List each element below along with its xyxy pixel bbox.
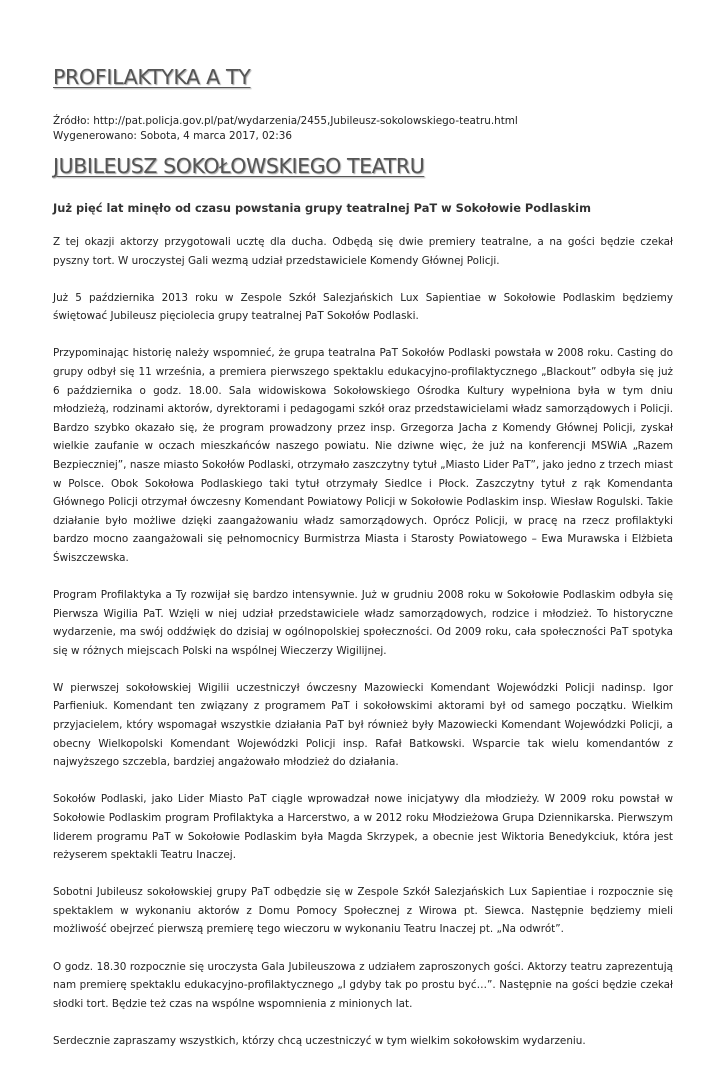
document-page [53, 62, 673, 1069]
article-paragraph: Z tej okazji aktorzy przygotowali ucztę dla ducha. Odbędą się dwie premiery teatralne, a na gości będzie czekał pyszny tort. W uroczystej Gali wezmą udział przedstawiciele Komendy Głównej Policji. [53, 236, 673, 267]
article-paragraph: W pierwszej sokołowskiej Wigilii uczestniczył ówczesny Mazowiecki Komendant Wojewódzki Policji nadinsp. Igor Parfieniuk. Komendant ten związany z programem PaT i sokołowskimi aktorami był od samego początku. Wielkim przyjacielem, który wspomagał wszystkie działania PaT był również były Mazowiecki Komendant Wojewódzki Policji, a obecny Wielkopolski Komendant Wojewódzki Policji insp. Rafał Batkowski. Wsparcie tak wielu komendantów z najwyższego szczebla, bardziej angażowało młodzież do działania. [53, 681, 673, 769]
source-line: Źródło: http://pat.policja.gov.pl/pat/wydarzenia/2455,Jubileusz-sokolowskiego-teatru.html [53, 115, 518, 127]
generated-line: Wygenerowano: Sobota, 4 marca 2017, 02:36 [53, 130, 292, 142]
article-paragraph: Serdecznie zapraszamy wszystkich, którzy chcą uczestniczyć w tym wielkim sokołowskim wydarzeniu. [53, 1034, 586, 1047]
site-title: PROFILAKTYKA A TY [53, 65, 251, 89]
article-paragraph: Już 5 października 2013 roku w Zespole Szkół Salezjańskich Lux Sapientiae w Sokołowie Podlaskim będziemy świętować Jubileusz pięciolecia grupy teatralnej PaT Sokołów Podlaski. [53, 291, 673, 323]
article-lead: Już pięć lat minęło od czasu powstania grupy teatralnej PaT w Sokołowie Podlaskim [53, 201, 591, 215]
article-paragraph: O godz. 18.30 rozpocznie się uroczysta Gala Jubileuszowa z udziałem zaproszonych gości. Aktorzy teatru zaprezentują nam premierę spektaklu edukacyjno-profilaktycznego „I gdyby tak po prostu być…”. Następnie na gości będzie czekał słodki tort. Będzie też czas na wspólne wspomnienia z minionych lat. [53, 960, 673, 1010]
article-paragraph: Program Profilaktyka a Ty rozwijał się bardzo intensywnie. Już w grudniu 2008 roku w Sokołowie Podlaskim odbyła się Pierwsza Wigilia PaT. Wzięli w niej udział przedstawiciele władz samorządowych, rodzice i młodzież. To historyczne wydarzenie, ma swój oddźwięk do dzisiaj w ogólnopolskiej społeczności. Od 2009 roku, cała społeczności PaT spotyka się w różnych miejscach Polski na wspólnej Wieczerzy Wigilijnej. [53, 589, 673, 657]
article-body [53, 233, 673, 1050]
article-paragraph: Sokołów Podlaski, jako Lider Miasto PaT ciągle wprowadzał nowe inicjatywy dla młodzieży. W 2009 roku powstał w Sokołowie Podlaskim program Profilaktyka a Harcerstwo, a w 2012 roku Młodzieżowa Grupa Dziennikarska. Pierwszym liderem programu PaT w Sokołowie Podlaskim była Magda Skrzypek, a obecnie jest Wiktoria Benedykciuk, która jest reżyserem spektakli Teatru Inaczej. [53, 793, 673, 862]
document-meta [53, 114, 673, 144]
article-title: JUBILEUSZ SOKOŁOWSKIEGO TEATRU [53, 154, 425, 178]
article-paragraph: Przypominając historię należy wspomnieć, że grupa teatralna PaT Sokołów Podlaski powstała w 2008 roku. Casting do grupy odbył się 11 września, a premiera pierwszego spektaklu edukacyjno-profilaktycznego „Blackout” odbyła się już 6 października o godz. 18.00. Sala widowiskowa Sokołowskiego Ośrodka Kultury wypełniona była w tym dniu młodzieżą, rodzinami aktorów, dyrektorami i pedagogami szkół oraz przedstawicielami władz samorządowych i Policji. Bardzo szybko okazało się, że program prowadzony przez insp. Grzegorza Jacha z Komendy Głównej Policji, zyskał wielkie zaufanie w oczach mieszkańców naszego powiatu. Nie dziwne więc, że już na konferencji MSWiA „Razem Bezpieczniej”, nasze miasto Sokołów Podlaski, otrzymało zaszczytny tytuł „Miasto Lider PaT”, jako jedno z trzech miast w Polsce. Obok Sokołowa Podlaskiego taki tytuł otrzymały Siedlce i Płock. Zaszczytny tytuł z rąk Komendanta Głównego Policji otrzymał ówczesny Komendant Powiatowy Policji w Sokołowie Podlaskim insp. Wiesław Rogulski. Takie działanie było możliwe dzięki zaangażowaniu władz samorządowych. Oprócz Policji, w pracę na rzecz profilaktyki bardzo mocno zaangażowali się pełnomocnicy Burmistrza Miasta i Starosty Powiatowego – Ewa Murawska i Elżbieta Świszczewska. [53, 347, 673, 564]
article-paragraph: Sobotni Jubileusz sokołowskiej grupy PaT odbędzie się w Zespole Szkół Salezjańskich Lux Sapientiae i rozpocznie się spektaklem w wykonaniu aktorów z Domu Pomocy Społecznej z Wirowa pt. Siewca. Następnie będziemy mieli możliwość obejrzeć pierwszą premierę tego wieczoru w wykonaniu Teatru Inaczej pt. „Na odwrót”. [53, 886, 673, 936]
